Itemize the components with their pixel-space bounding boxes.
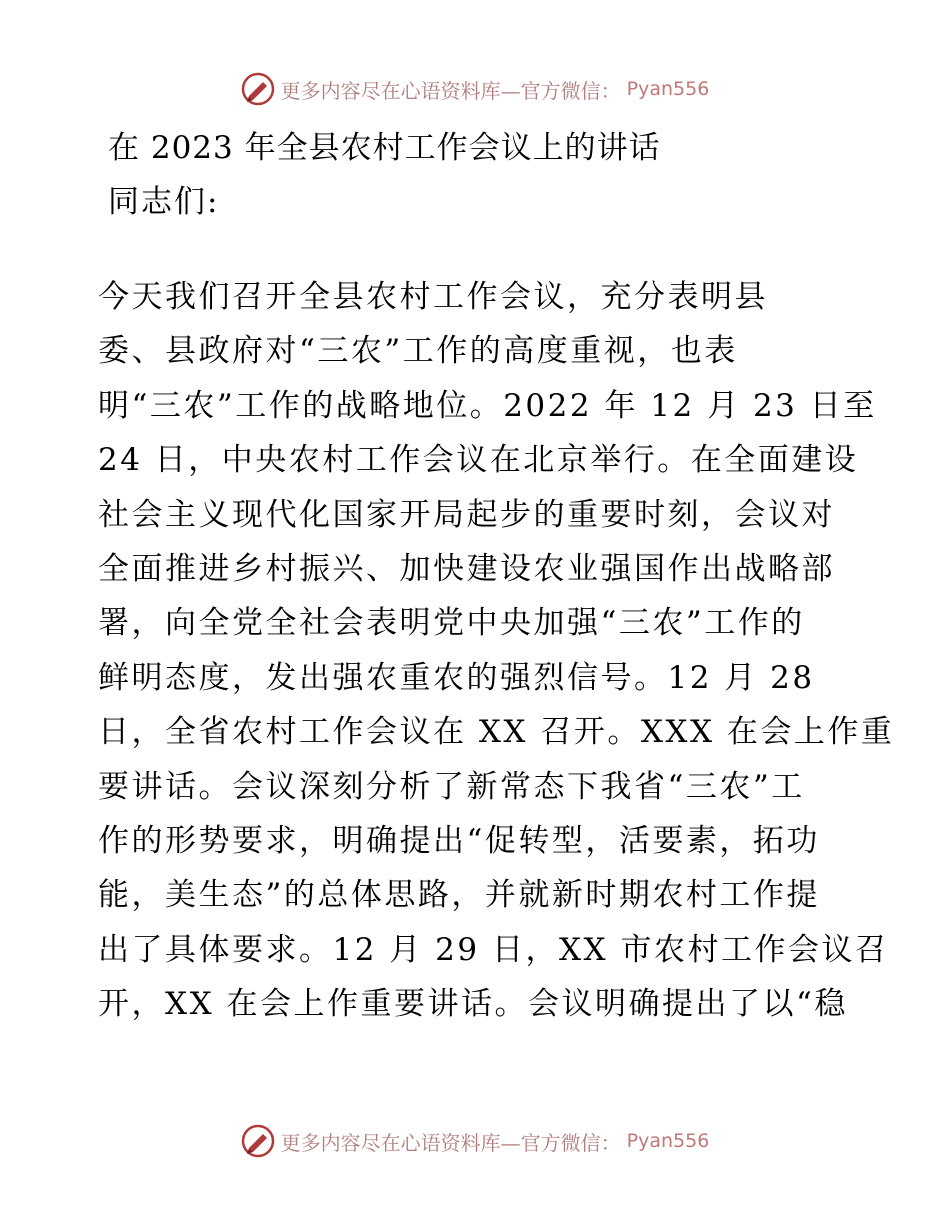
text-line: 日，全省农村工作会议在 XX 召开。XXX 在会上作重 xyxy=(98,714,895,751)
watermark-header xyxy=(0,72,950,106)
pen-logo-icon xyxy=(241,72,275,106)
body-paragraph xyxy=(98,270,895,1032)
text-line: 今天我们召开全县农村工作会议，充分表明县 xyxy=(98,279,768,315)
text-line: 社会主义现代化国家开局起步的重要时刻，会议对 xyxy=(98,496,835,533)
text-line: 要讲话。会议深刻分析了新常态下我省“三农”工 xyxy=(98,768,805,805)
text-line: 明“三农”工作的战略地位。2022 年 12 月 23 日至 xyxy=(98,387,877,424)
watermark-text: 更多内容尽在心语资料库—官方微信： xyxy=(280,1130,621,1155)
watermark-footer xyxy=(0,1124,950,1158)
watermark-wechat-id: Pyan556 xyxy=(626,1130,710,1152)
pen-logo-icon xyxy=(241,1124,275,1158)
text-line: 作的形势要求，明确提出“促转型，活要素，拓功 xyxy=(98,823,820,860)
watermark-wechat-id: Pyan556 xyxy=(626,78,710,100)
text-line: 24 日，中央农村工作会议在北京举行。在全面建设 xyxy=(98,442,859,479)
text-line: 能，美生态”的总体思路，并就新时期农村工作提 xyxy=(98,877,820,914)
text-line: 全面推进乡村振兴、加快建设农业强国作出战略部 xyxy=(98,551,835,588)
text-line: 委、县政府对“三农”工作的高度重视，也表 xyxy=(98,333,738,370)
text-line: 署，向全党全社会表明党中央加强“三农”工作的 xyxy=(98,605,805,642)
document-title: 在 2023 年全县农村工作会议上的讲话 xyxy=(108,130,661,166)
text-line: 出了具体要求。12 月 29 日，XX 市农村工作会议召 xyxy=(98,931,889,968)
text-line: 鲜明态度，发出强农重农的强烈信号。12 月 28 xyxy=(98,659,815,696)
watermark-text: 更多内容尽在心语资料库—官方微信： xyxy=(280,78,621,103)
greeting: 同志们: xyxy=(108,184,220,220)
text-line: 开，XX 在会上作重要讲话。会议明确提出了以“稳 xyxy=(98,986,848,1023)
